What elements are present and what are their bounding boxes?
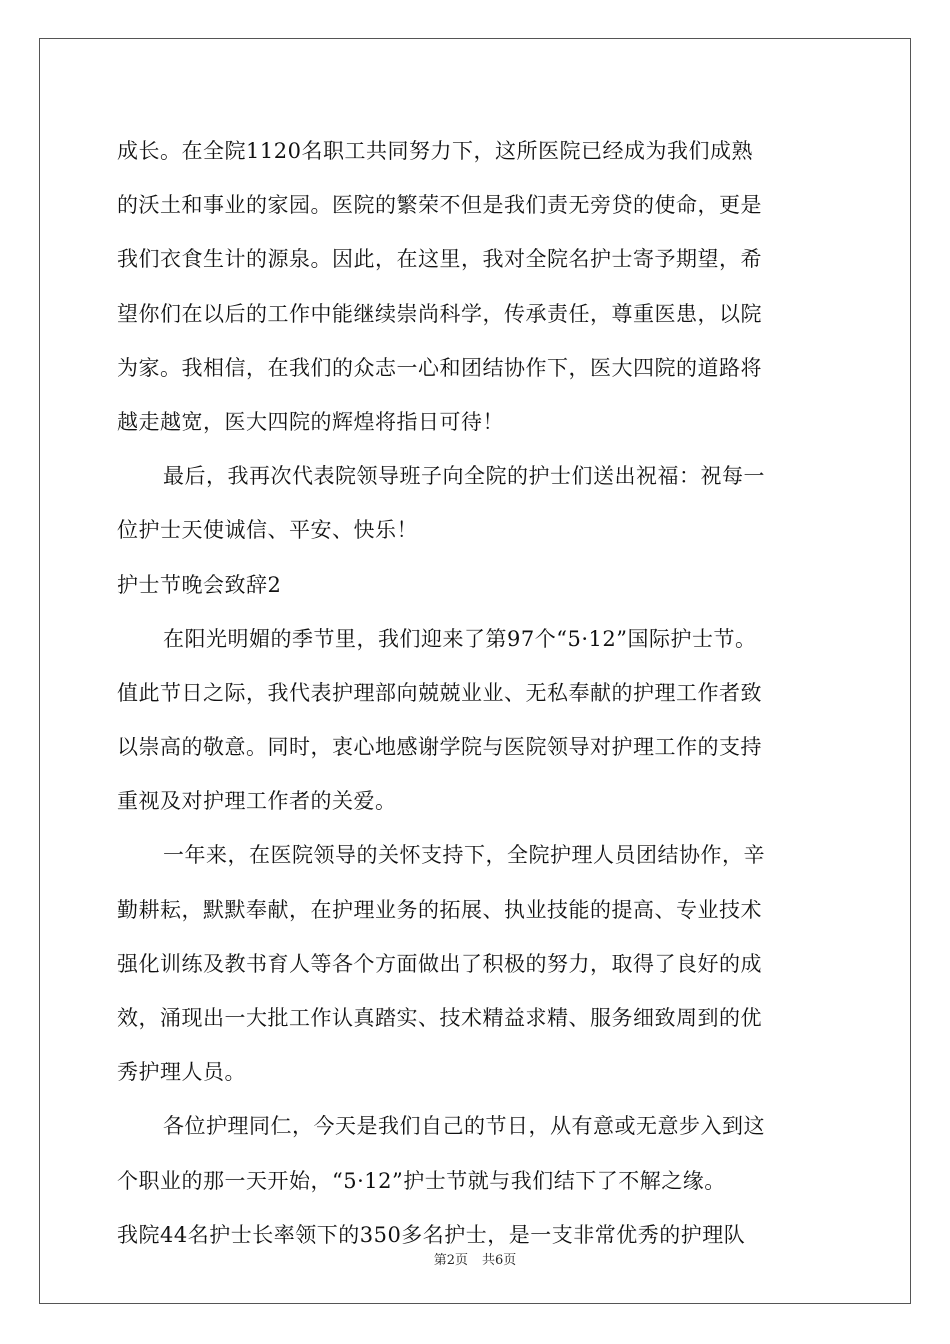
page-footer xyxy=(0,1249,950,1268)
text-line: 各位护理同仁，今天是我们自己的节日，从有意或无意步入到这 xyxy=(163,1114,765,1139)
document-body xyxy=(117,124,835,1262)
text-line: 越走越宽，医大四院的辉煌将指日可待！ xyxy=(117,409,504,434)
text-line: 成长。在全院1120名职工共同努力下，这所医院已经成为我们成熟 xyxy=(117,139,753,163)
page-total: 共6页 xyxy=(482,1253,517,1268)
text-line: 勤耕耘，默默奉献，在护理业务的拓展、执业技能的提高、专业技术 xyxy=(117,897,762,922)
text-line: 强化训练及教书育人等各个方面做出了积极的努力，取得了良好的成 xyxy=(117,951,762,976)
text-line: 在阳光明媚的季节里，我们迎来了第97个“5·12”国际护士节。 xyxy=(163,626,757,651)
text-line: 秀护理人员。 xyxy=(117,1060,246,1085)
text-line: 最后，我再次代表院领导班子向全院的护士们送出祝福：祝每一 xyxy=(163,464,765,489)
text-line: 我们衣食生计的源泉。因此，在这里，我对全院名护士寄予期望，希 xyxy=(117,247,762,272)
text-line: 的沃土和事业的家园。医院的繁荣不但是我们责无旁贷的使命，更是 xyxy=(117,193,762,218)
text-line: 值此节日之际，我代表护理部向兢兢业业、无私奉献的护理工作者致 xyxy=(117,680,762,705)
text-line: 为家。我相信，在我们的众志一心和团结协作下，医大四院的道路将 xyxy=(117,355,762,380)
text-line: 位护士天使诚信、平安、快乐！ xyxy=(117,518,418,543)
text-line: 重视及对护理工作者的关爱。 xyxy=(117,789,397,814)
text-line: 护士节晚会致辞2 xyxy=(117,572,282,597)
text-line: 以崇高的敬意。同时，衷心地感谢学院与医院领导对护理工作的支持 xyxy=(117,735,762,760)
text-line: 效，涌现出一大批工作认真踏实、技术精益求精、服务细致周到的优 xyxy=(117,1006,762,1030)
text-line: 一年来，在医院领导的关怀支持下，全院护理人员团结协作，辛 xyxy=(163,843,765,868)
text-line: 望你们在以后的工作中能继续崇尚科学，传承责任，尊重医患，以院 xyxy=(117,301,762,326)
text-line: 我院44名护士长率领下的350多名护士，是一支非常优秀的护理队 xyxy=(117,1222,746,1247)
text-line: 个职业的那一天开始，“5·12”护士节就与我们结下了不解之缘。 xyxy=(117,1168,726,1193)
page-number: 第2页 xyxy=(433,1253,468,1268)
